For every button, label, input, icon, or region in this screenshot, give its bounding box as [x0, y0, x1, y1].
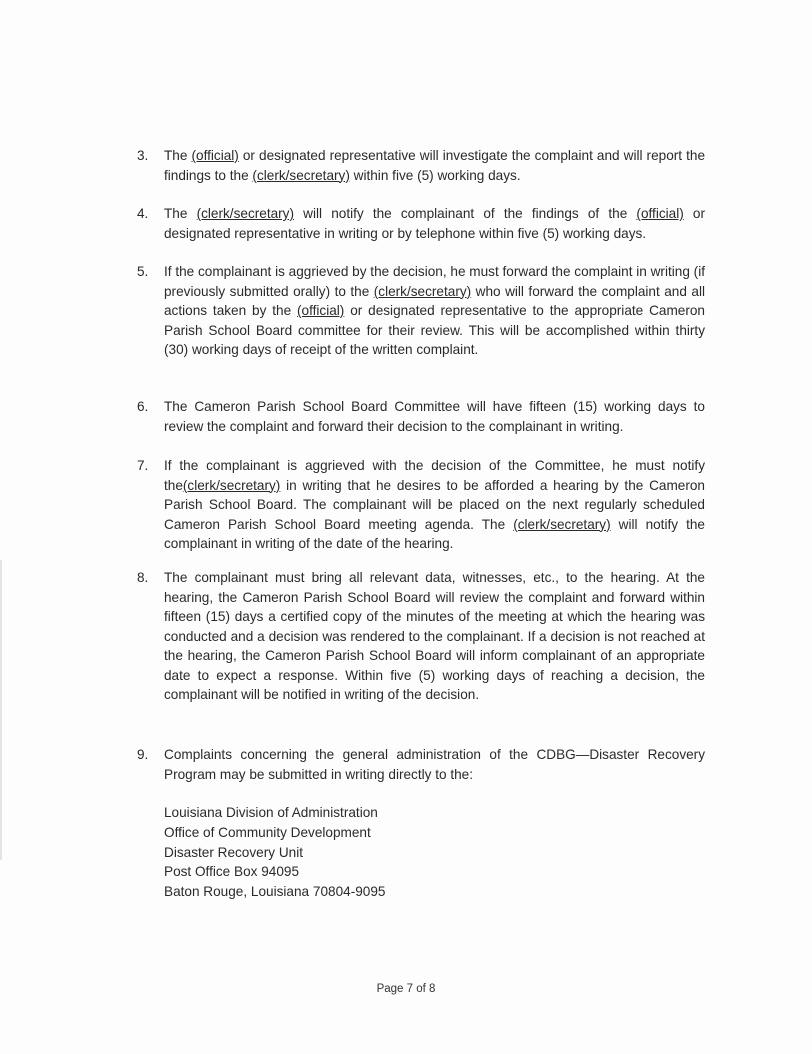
placeholder-clerk-secretary: (clerk/secretary): [182, 477, 281, 493]
placeholder-official: (official): [636, 206, 684, 221]
address-line: Disaster Recovery Unit: [164, 844, 303, 860]
item-number: 9.: [137, 747, 149, 762]
item-number: 3.: [137, 148, 149, 163]
list-item-4: [137, 204, 705, 243]
item-number: 4.: [137, 206, 149, 221]
item-text: The (official) or designated representative will investigate the complaint and will report the findings to the (clerk/secretary) within five (5) working days.: [164, 148, 706, 183]
list-item-3: [137, 146, 705, 185]
item-text: The (clerk/secretary) will notify the complainant of the findings of the (official) or designated representative in writing or by telephone within five (5) working days.: [164, 206, 706, 241]
item-number: 5.: [137, 264, 149, 279]
page-number-footer: Page 7 of 8: [376, 983, 436, 995]
placeholder-official: (official): [191, 148, 239, 163]
item-text: The Cameron Parish School Board Committee will have fifteen (15) working days to review the complaint and forward their decision to the complainant in writing.: [164, 399, 705, 434]
list-item-9: [137, 745, 705, 902]
address-line: Post Office Box 94095: [164, 864, 300, 880]
scan-edge-shadow: [0, 560, 2, 860]
item-number: 6.: [137, 399, 149, 414]
item-number: 7.: [137, 458, 149, 473]
item-number: 8.: [137, 570, 149, 585]
item-text: The complainant must bring all relevant data, witnesses, etc., to the hearing. At the hearing, the Cameron Parish School Board will review the complaint and forward within fifteen (15) days a certified copy of the minutes of the meeting at which the hearing was conducted and a decision was rendered to the complainant. If a decision is not reached at the hearing, the Cameron Parish School Board will inform complainant of an appropriate date to expect a response. Within five (5) working days of reaching a decision, the complainant will be notified in writing of the decision.: [164, 570, 705, 702]
placeholder-clerk-secretary: (clerk/secretary): [196, 206, 295, 221]
list-item-7: [137, 456, 705, 554]
placeholder-clerk-secretary: (clerk/secretary): [373, 283, 472, 299]
address-line: Office of Community Development: [164, 824, 371, 840]
list-item-8: [137, 568, 705, 705]
placeholder-official: (official): [297, 303, 345, 318]
address-line: Louisiana Division of Administration: [164, 805, 378, 820]
mailing-address: [164, 803, 705, 902]
item-text: Complaints concerning the general administration of the CDBG—Disaster Recovery Program may be submitted in writing directly to the:: [164, 747, 705, 782]
address-line: Baton Rouge, Louisiana 70804-9095: [164, 884, 386, 900]
item-text: If the complainant is aggrieved by the decision, he must forward the complaint in writing (if previously submitted orally) to the (clerk/secretary) who will forward the complaint and all actions taken by the (official) or designated representative to the appropriate Cameron Parish School Board committee for their review. This will be accomplished within thirty (30) working days of receipt of the written complaint.: [164, 264, 706, 357]
placeholder-clerk-secretary: (clerk/secretary): [252, 167, 350, 183]
list-item-5: [137, 262, 705, 360]
placeholder-clerk-secretary: (clerk/secretary): [513, 516, 611, 532]
list-item-6: [137, 397, 705, 436]
item-text: If the complainant is aggrieved with the decision of the Committee, he must notify the(clerk/secretary) in writing that he desires to be afforded a hearing by the Cameron Parish School Board. The complainant will be placed on the next regularly scheduled Cameron Parish School Board meeting agenda. The (clerk/secretary) will notify the complainant in writing of the date of the hearing.: [164, 458, 705, 551]
